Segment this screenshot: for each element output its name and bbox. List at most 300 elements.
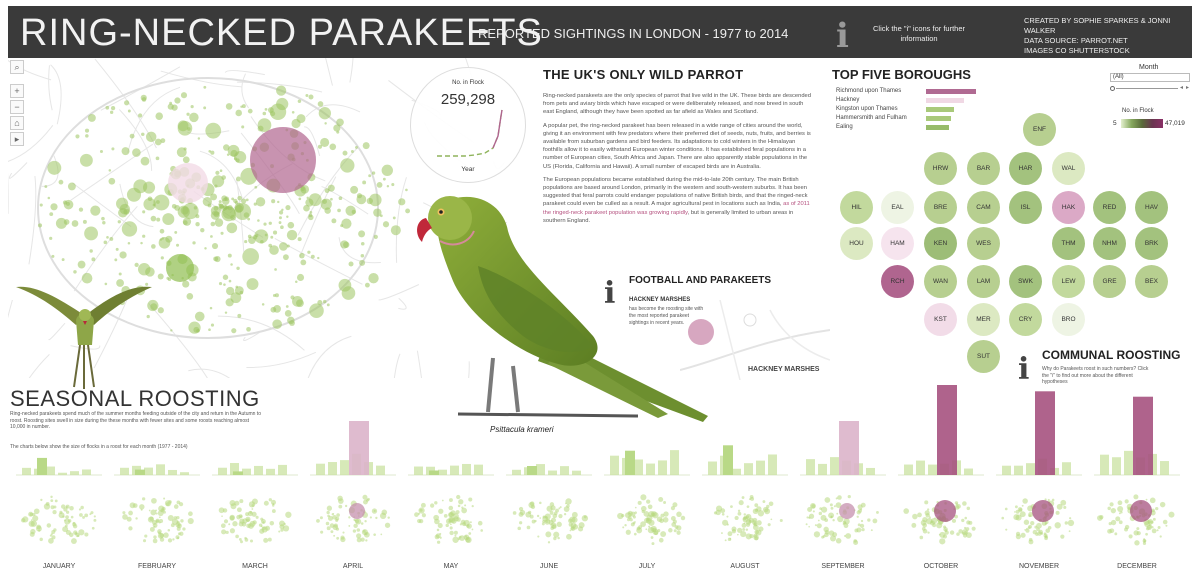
sighting-dot[interactable] <box>372 171 375 174</box>
roost-marker[interactable] <box>166 254 194 282</box>
flock-bar[interactable] <box>70 471 79 475</box>
sighting-dot[interactable] <box>273 305 281 313</box>
hackney-marker[interactable] <box>688 319 714 345</box>
sighting-dot[interactable] <box>119 251 126 258</box>
sighting-dot[interactable] <box>122 221 137 236</box>
sighting-dot[interactable] <box>361 254 365 258</box>
sighting-dot[interactable] <box>320 138 329 147</box>
borough-tile[interactable]: EAL <box>881 191 914 224</box>
sighting-dot[interactable] <box>219 200 222 203</box>
max-flock-bar[interactable] <box>839 421 859 475</box>
sighting-dot[interactable] <box>323 300 326 303</box>
sighting-dot[interactable] <box>309 303 324 318</box>
sighting-dot[interactable] <box>48 197 51 200</box>
sighting-dot[interactable] <box>101 217 105 221</box>
sighting-dot[interactable] <box>358 230 365 237</box>
flock-bar[interactable] <box>830 457 839 475</box>
sighting-dot[interactable] <box>153 204 156 207</box>
sighting-dot[interactable] <box>352 210 356 214</box>
sighting-dot[interactable] <box>240 105 242 107</box>
sighting-dot[interactable] <box>183 220 188 225</box>
sighting-dot[interactable] <box>109 178 116 185</box>
zoom-out-icon[interactable]: − <box>10 100 24 114</box>
sighting-dot[interactable] <box>310 211 313 214</box>
max-flock-bar[interactable] <box>429 471 439 476</box>
sighting-dot[interactable] <box>85 129 89 133</box>
sighting-dot[interactable] <box>283 254 289 260</box>
sighting-dot[interactable] <box>50 203 57 210</box>
sighting-dot[interactable] <box>287 317 294 324</box>
max-flock-bar[interactable] <box>135 470 145 475</box>
flock-bar[interactable] <box>414 467 423 475</box>
sighting-dot[interactable] <box>72 220 79 227</box>
sighting-dot[interactable] <box>223 208 226 211</box>
sighting-dot[interactable] <box>211 324 214 327</box>
sighting-dot[interactable] <box>184 147 187 150</box>
sighting-dot[interactable] <box>176 244 179 247</box>
month-select[interactable]: (All) <box>1110 73 1190 82</box>
sighting-dot[interactable] <box>80 154 93 167</box>
sighting-dot[interactable] <box>343 242 349 248</box>
flock-bar[interactable] <box>818 464 827 475</box>
sighting-dot[interactable] <box>377 182 383 188</box>
sighting-dot[interactable] <box>89 249 92 252</box>
sighting-dot[interactable] <box>324 207 330 213</box>
flock-bar[interactable] <box>744 463 753 475</box>
sighting-dot[interactable] <box>142 235 145 238</box>
sighting-dot[interactable] <box>331 218 336 223</box>
flock-bar[interactable] <box>756 461 765 475</box>
sighting-dot[interactable] <box>132 148 141 157</box>
sighting-dot[interactable] <box>226 103 233 110</box>
month-mini-map[interactable] <box>1097 494 1174 545</box>
sighting-dot[interactable] <box>318 101 324 107</box>
sighting-dot[interactable] <box>47 161 61 175</box>
info-icon[interactable]: i <box>1018 352 1030 387</box>
sighting-dot[interactable] <box>330 198 333 201</box>
sighting-dot[interactable] <box>141 95 147 101</box>
max-flock-bar[interactable] <box>233 471 243 475</box>
roost-marker[interactable] <box>250 127 316 193</box>
borough-bar[interactable] <box>926 116 951 121</box>
sighting-dot[interactable] <box>246 327 251 332</box>
borough-tile[interactable]: RCH <box>881 265 914 298</box>
flock-bar[interactable] <box>1026 463 1035 475</box>
sighting-dot[interactable] <box>116 248 119 251</box>
sighting-dot[interactable] <box>339 196 343 200</box>
sighting-dot[interactable] <box>237 196 242 201</box>
sighting-dot[interactable] <box>212 243 218 249</box>
sighting-dot[interactable] <box>374 235 378 239</box>
sighting-dot[interactable] <box>186 113 189 116</box>
sighting-dot[interactable] <box>220 232 223 235</box>
flock-bar[interactable] <box>120 468 129 475</box>
sighting-dot[interactable] <box>236 267 239 270</box>
max-flock-bar[interactable] <box>625 451 635 475</box>
borough-tile[interactable]: GRE <box>1093 265 1126 298</box>
sighting-dot[interactable] <box>210 193 217 200</box>
max-flock-bar[interactable] <box>1035 391 1055 475</box>
borough-tile[interactable]: KST <box>924 303 957 336</box>
sighting-dot[interactable] <box>260 240 264 244</box>
sighting-dot[interactable] <box>210 307 213 310</box>
sighting-dot[interactable] <box>227 223 238 234</box>
sighting-dot[interactable] <box>198 137 200 139</box>
borough-row[interactable] <box>836 114 986 123</box>
sighting-dot[interactable] <box>228 254 232 258</box>
flock-bar[interactable] <box>218 468 227 475</box>
sighting-dot[interactable] <box>287 230 297 240</box>
sighting-dot[interactable] <box>272 319 282 329</box>
sighting-dot[interactable] <box>225 311 227 313</box>
sighting-dot[interactable] <box>66 202 70 206</box>
max-flock-bar[interactable] <box>937 385 957 475</box>
flock-bar[interactable] <box>1062 462 1071 475</box>
sighting-dot[interactable] <box>205 123 221 139</box>
borough-tile[interactable]: NHM <box>1093 227 1126 260</box>
sighting-dot[interactable] <box>299 253 305 259</box>
sighting-dot[interactable] <box>234 157 237 160</box>
flock-bar[interactable] <box>732 469 741 475</box>
sighting-dot[interactable] <box>329 143 336 150</box>
sighting-dot[interactable] <box>307 197 309 199</box>
sighting-dot[interactable] <box>146 132 156 142</box>
sighting-dot[interactable] <box>40 203 43 206</box>
borough-row[interactable] <box>836 96 986 105</box>
sighting-dot[interactable] <box>343 151 348 156</box>
sighting-dot[interactable] <box>110 111 113 114</box>
flock-bar[interactable] <box>22 468 31 475</box>
sighting-dot[interactable] <box>220 169 223 172</box>
sighting-dot[interactable] <box>100 150 103 153</box>
borough-bar[interactable] <box>926 98 964 103</box>
sighting-dot[interactable] <box>337 209 341 213</box>
sighting-dot[interactable] <box>223 275 228 280</box>
sighting-dot[interactable] <box>155 112 163 120</box>
sighting-dot[interactable] <box>172 204 177 209</box>
sighting-dot[interactable] <box>109 169 112 172</box>
sighting-dot[interactable] <box>214 185 217 188</box>
sighting-dot[interactable] <box>158 273 164 279</box>
sighting-dot[interactable] <box>359 260 365 266</box>
sighting-dot[interactable] <box>303 205 310 212</box>
sighting-dot[interactable] <box>367 198 373 204</box>
sighting-dot[interactable] <box>156 157 160 161</box>
sighting-dot[interactable] <box>279 242 288 251</box>
sighting-dot[interactable] <box>241 198 246 203</box>
flock-bar[interactable] <box>634 459 643 475</box>
sighting-dot[interactable] <box>271 199 275 203</box>
sighting-dot[interactable] <box>160 229 165 234</box>
sighting-dot[interactable] <box>297 274 304 281</box>
sighting-dot[interactable] <box>342 286 356 300</box>
sighting-dot[interactable] <box>170 329 172 331</box>
month-mini-map[interactable] <box>714 495 783 541</box>
sighting-dot[interactable] <box>151 216 157 222</box>
sighting-dot[interactable] <box>351 150 354 153</box>
sighting-dot[interactable] <box>248 236 256 244</box>
flock-bar[interactable] <box>462 464 471 475</box>
sighting-dot[interactable] <box>178 121 193 136</box>
info-hint[interactable] <box>836 16 986 56</box>
sighting-dot[interactable] <box>88 114 96 122</box>
sighting-dot[interactable] <box>340 224 343 227</box>
borough-tile[interactable]: CAM <box>967 191 1000 224</box>
search-icon[interactable]: ⌕ <box>10 60 24 74</box>
sighting-dot[interactable] <box>391 225 401 235</box>
borough-tile[interactable]: CRY <box>1009 303 1042 336</box>
sighting-dot[interactable] <box>295 280 298 283</box>
sighting-dot[interactable] <box>336 118 344 126</box>
flock-bar[interactable] <box>376 466 385 475</box>
month-mini-map[interactable] <box>903 500 975 544</box>
max-flock-bar[interactable] <box>527 466 537 475</box>
flock-bar[interactable] <box>328 462 337 475</box>
sighting-dot[interactable] <box>49 237 52 240</box>
borough-tile[interactable]: HOU <box>840 227 873 260</box>
borough-tile[interactable]: HAM <box>881 227 914 260</box>
flock-bar[interactable] <box>866 468 875 475</box>
sighting-dot[interactable] <box>195 312 205 322</box>
month-mini-map[interactable] <box>316 495 390 543</box>
sighting-dot[interactable] <box>380 214 383 217</box>
sighting-dot[interactable] <box>290 295 294 299</box>
max-flock-bar[interactable] <box>349 421 369 475</box>
flock-bar[interactable] <box>316 464 325 475</box>
sighting-dot[interactable] <box>230 263 233 266</box>
borough-tile[interactable]: ISL <box>1009 191 1042 224</box>
sighting-dot[interactable] <box>62 258 65 261</box>
sighting-dot[interactable] <box>279 216 282 219</box>
sighting-dot[interactable] <box>191 105 194 108</box>
sighting-dot[interactable] <box>159 237 171 249</box>
sighting-dot[interactable] <box>387 185 389 187</box>
sighting-dot[interactable] <box>160 138 165 143</box>
sighting-dot[interactable] <box>382 165 393 176</box>
sighting-dot[interactable] <box>398 198 405 205</box>
sighting-dot[interactable] <box>211 211 220 220</box>
sighting-dot[interactable] <box>363 142 370 149</box>
info-icon[interactable]: i <box>836 16 849 56</box>
roost-marker[interactable] <box>168 163 208 203</box>
flock-bar[interactable] <box>536 464 545 475</box>
sighting-dot[interactable] <box>235 110 242 117</box>
flock-bar[interactable] <box>1014 466 1023 475</box>
max-flock-bar[interactable] <box>1133 397 1153 475</box>
sighting-dot[interactable] <box>233 199 237 203</box>
sighting-dot[interactable] <box>38 223 42 227</box>
sighting-dot[interactable] <box>324 122 326 124</box>
sighting-dot[interactable] <box>227 153 229 155</box>
sighting-dot[interactable] <box>368 273 378 283</box>
flock-bar[interactable] <box>1124 451 1133 475</box>
sighting-dot[interactable] <box>168 104 174 110</box>
flock-bar[interactable] <box>340 460 349 475</box>
sighting-dot[interactable] <box>340 158 354 172</box>
flock-bar[interactable] <box>266 469 275 475</box>
sighting-dot[interactable] <box>153 195 169 211</box>
flock-bar[interactable] <box>928 465 937 475</box>
sighting-dot[interactable] <box>141 133 144 136</box>
sighting-dot[interactable] <box>195 222 199 226</box>
borough-tile[interactable]: LEW <box>1052 265 1085 298</box>
sighting-dot[interactable] <box>362 181 366 185</box>
sighting-dot[interactable] <box>122 147 130 155</box>
sighting-dot[interactable] <box>298 198 301 201</box>
sighting-dot[interactable] <box>158 307 164 313</box>
flock-bar[interactable] <box>768 454 777 475</box>
sighting-dot[interactable] <box>300 259 306 265</box>
borough-tile[interactable]: HRW <box>924 152 957 185</box>
sighting-dot[interactable] <box>263 112 267 116</box>
flock-bar[interactable] <box>180 472 189 475</box>
flock-bar[interactable] <box>560 466 569 475</box>
sighting-dot[interactable] <box>246 198 249 201</box>
sighting-dot[interactable] <box>174 231 177 234</box>
sighting-dot[interactable] <box>248 109 253 114</box>
sighting-dot[interactable] <box>128 242 131 245</box>
sighting-dot[interactable] <box>156 218 160 222</box>
sighting-dot[interactable] <box>270 236 273 239</box>
sighting-dot[interactable] <box>291 119 300 128</box>
borough-tile[interactable]: RED <box>1093 191 1126 224</box>
flock-bar[interactable] <box>168 470 177 475</box>
seasonal-charts[interactable] <box>0 380 1200 565</box>
sighting-dot[interactable] <box>203 86 206 89</box>
sighting-dot[interactable] <box>361 242 365 246</box>
sighting-dot[interactable] <box>155 139 162 146</box>
month-mini-map[interactable] <box>21 496 96 544</box>
sighting-dot[interactable] <box>242 104 246 108</box>
sighting-dot[interactable] <box>244 240 247 243</box>
sighting-dot[interactable] <box>274 268 277 271</box>
sighting-dot[interactable] <box>214 206 219 211</box>
sighting-dot[interactable] <box>322 199 327 204</box>
sighting-dot[interactable] <box>255 234 258 237</box>
sighting-dot[interactable] <box>219 282 222 285</box>
sighting-dot[interactable] <box>305 94 308 97</box>
sighting-dot[interactable] <box>210 235 213 238</box>
flock-bar[interactable] <box>82 469 91 475</box>
borough-tile[interactable]: BRO <box>1052 303 1085 336</box>
sighting-dot[interactable] <box>228 145 240 157</box>
sighting-dot[interactable] <box>285 310 292 317</box>
sighting-dot[interactable] <box>265 108 268 111</box>
flock-bar[interactable] <box>1100 455 1109 475</box>
sighting-dot[interactable] <box>273 231 277 235</box>
sighting-dot[interactable] <box>151 244 156 249</box>
flock-bar[interactable] <box>156 464 165 475</box>
flock-bar[interactable] <box>964 469 973 475</box>
sighting-dot[interactable] <box>183 156 190 163</box>
flock-bar[interactable] <box>474 465 483 475</box>
sighting-dot[interactable] <box>120 204 131 215</box>
month-mini-map[interactable] <box>219 498 292 543</box>
sighting-dot[interactable] <box>215 171 219 175</box>
sighting-dot[interactable] <box>298 100 301 103</box>
sighting-dot[interactable] <box>256 197 265 206</box>
sighting-dot[interactable] <box>247 278 259 290</box>
sighting-dot[interactable] <box>276 86 286 96</box>
slider-knob[interactable] <box>1110 86 1115 91</box>
sighting-dot[interactable] <box>391 183 394 186</box>
sighting-dot[interactable] <box>78 261 86 269</box>
sighting-dot[interactable] <box>221 175 226 180</box>
flock-bar[interactable] <box>144 468 153 475</box>
month-mini-map[interactable] <box>617 494 685 545</box>
sighting-dot[interactable] <box>104 241 108 245</box>
sighting-dot[interactable] <box>383 178 386 181</box>
sighting-dot[interactable] <box>341 219 351 229</box>
sighting-dot[interactable] <box>85 134 89 138</box>
sighting-dot[interactable] <box>109 237 113 241</box>
flock-bar[interactable] <box>548 471 557 475</box>
sighting-dot[interactable] <box>355 146 358 149</box>
flock-bar[interactable] <box>916 461 925 475</box>
sighting-dot[interactable] <box>200 228 204 232</box>
sighting-dot[interactable] <box>79 207 83 211</box>
sighting-dot[interactable] <box>235 286 244 295</box>
sighting-dot[interactable] <box>288 222 295 229</box>
sighting-dot[interactable] <box>135 263 139 267</box>
flock-bar[interactable] <box>512 470 521 475</box>
sighting-dot[interactable] <box>140 242 142 244</box>
sighting-dot[interactable] <box>268 244 272 248</box>
next-arrow-icon[interactable]: ▸ <box>1186 85 1190 91</box>
borough-row[interactable] <box>836 105 986 114</box>
sighting-dot[interactable] <box>234 203 251 220</box>
sighting-dot[interactable] <box>111 147 114 150</box>
sighting-dot[interactable] <box>221 195 227 201</box>
borough-tile[interactable]: ENF <box>1023 113 1056 146</box>
flock-bar[interactable] <box>610 456 619 475</box>
borough-bar[interactable] <box>926 107 954 112</box>
sighting-dot[interactable] <box>203 106 206 109</box>
flock-bar[interactable] <box>1112 457 1121 475</box>
info-icon[interactable]: i <box>604 276 616 311</box>
sighting-dot[interactable] <box>161 256 164 259</box>
sighting-dot[interactable] <box>162 213 174 225</box>
sighting-dot[interactable] <box>68 183 76 191</box>
sighting-dot[interactable] <box>186 293 193 300</box>
flock-bar[interactable] <box>646 464 655 475</box>
flock-bar[interactable] <box>242 469 251 475</box>
sighting-dot[interactable] <box>127 188 141 202</box>
sighting-dot[interactable] <box>59 180 64 185</box>
sighting-dot[interactable] <box>258 118 272 132</box>
borough-tile[interactable]: BEX <box>1135 265 1168 298</box>
sighting-dot[interactable] <box>124 100 129 105</box>
sighting-dot[interactable] <box>349 262 354 267</box>
sighting-dot[interactable] <box>262 303 265 306</box>
sighting-dot[interactable] <box>285 205 290 210</box>
sighting-dot[interactable] <box>148 196 153 201</box>
sighting-dot[interactable] <box>83 220 87 224</box>
sighting-dot[interactable] <box>210 151 214 155</box>
sighting-dot[interactable] <box>111 106 115 110</box>
flock-bar[interactable] <box>278 465 287 475</box>
borough-tile[interactable]: HAR <box>1009 152 1042 185</box>
month-mini-map[interactable] <box>1001 498 1074 544</box>
flock-bar[interactable] <box>438 470 447 475</box>
sighting-dot[interactable] <box>192 241 195 244</box>
borough-tile[interactable]: HAV <box>1135 191 1168 224</box>
sighting-dot[interactable] <box>231 328 236 333</box>
sighting-dot[interactable] <box>51 255 54 258</box>
flock-bar[interactable] <box>1002 466 1011 475</box>
sighting-dot[interactable] <box>311 255 315 259</box>
borough-tile[interactable]: WAN <box>924 265 957 298</box>
